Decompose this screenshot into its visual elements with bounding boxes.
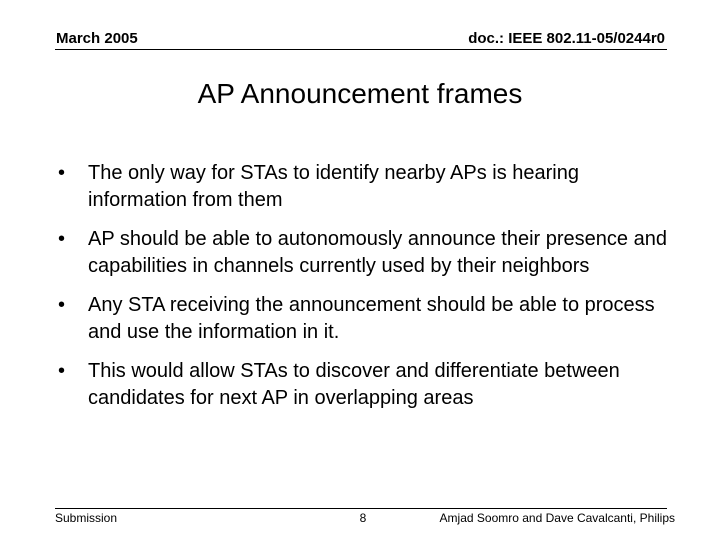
bullet-text: The only way for STAs to identify nearby APs is hearing information from them (88, 162, 579, 211)
bullet-icon: • (58, 360, 66, 382)
bullet-text: Any STA receiving the announcement should be able to process and use the information in it. (88, 294, 655, 343)
header-divider (55, 49, 667, 50)
header-date: March 2005 (56, 30, 138, 47)
bullet-item (58, 160, 668, 214)
footer-page-number: 8 (359, 511, 367, 525)
bullet-item (58, 292, 668, 346)
bullet-text: This would allow STAs to discover and differentiate between candidates for next AP in overlapping areas (88, 360, 620, 409)
footer-submission: Submission (55, 511, 118, 525)
slide-title: AP Announcement frames (197, 78, 523, 109)
bullet-text: AP should be able to autonomously announce their presence and capabilities in channels currently used by their neighbors (88, 228, 667, 277)
footer-divider (55, 508, 667, 509)
header-doc-id: doc.: IEEE 802.11-05/0244r0 (468, 30, 665, 47)
bullet-icon: • (58, 162, 66, 184)
bullet-list (58, 160, 668, 424)
bullet-icon: • (58, 228, 66, 250)
bullet-item (58, 226, 668, 280)
footer-authors: Amjad Soomro and Dave Cavalcanti, Philips (439, 511, 675, 525)
bullet-icon: • (58, 294, 66, 316)
bullet-item (58, 358, 668, 412)
